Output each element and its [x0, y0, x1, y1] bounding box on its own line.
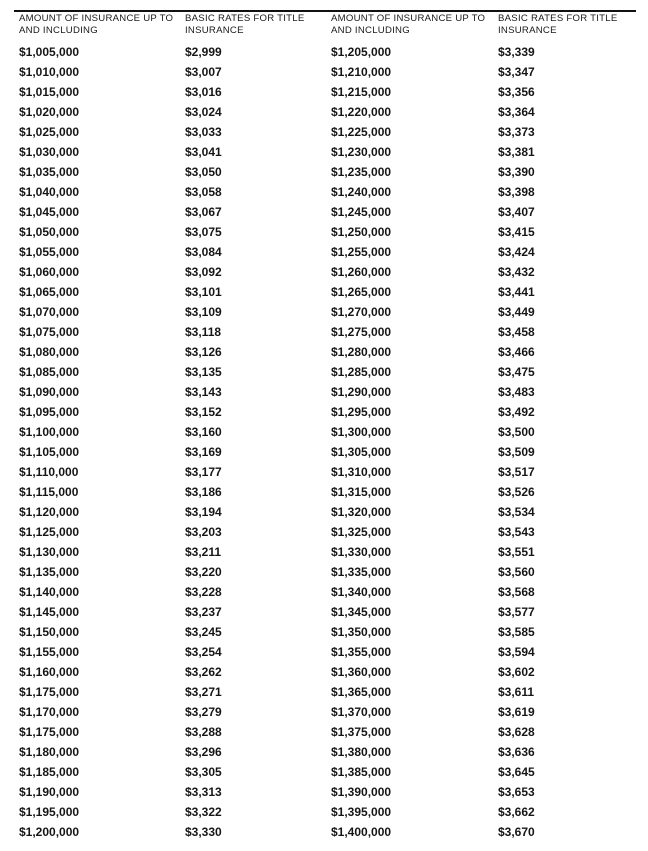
- amount-cell: $1,200,000: [19, 825, 80, 839]
- table-row: [14, 262, 636, 282]
- rate-cell: $3,041: [185, 145, 222, 159]
- table-row: [14, 282, 636, 302]
- rate-cell: $3,347: [498, 65, 535, 79]
- rate-cell: $3,109: [185, 305, 222, 319]
- amount-cell: $1,230,000: [331, 145, 392, 159]
- rate-cell: $3,143: [185, 385, 222, 399]
- amount-cell: $1,195,000: [19, 805, 80, 819]
- amount-cell: $1,340,000: [331, 585, 392, 599]
- amount-cell: $1,115,000: [19, 485, 79, 499]
- rate-cell: $3,577: [498, 605, 535, 619]
- rate-cell: $3,483: [498, 385, 535, 399]
- amount-cell: $1,275,000: [331, 325, 392, 339]
- amount-cell: $1,150,000: [19, 625, 80, 639]
- rate-cell: $3,254: [185, 645, 222, 659]
- amount-cell: $1,140,000: [19, 585, 80, 599]
- table-row: [14, 782, 636, 802]
- rate-cell: $3,611: [498, 685, 535, 699]
- amount-cell: $1,370,000: [331, 705, 392, 719]
- rate-cell: $3,228: [185, 585, 222, 599]
- amount-cell: $1,145,000: [19, 605, 80, 619]
- amount-cell: $1,060,000: [19, 265, 80, 279]
- rate-cell: $3,373: [498, 125, 535, 139]
- table-row: [14, 362, 636, 382]
- rate-cell: $3,543: [498, 525, 535, 539]
- table-row: [14, 702, 636, 722]
- amount-cell: $1,040,000: [19, 185, 80, 199]
- table-row: [14, 182, 636, 202]
- rate-cell: $3,033: [185, 125, 222, 139]
- amount-cell: $1,110,000: [19, 465, 79, 479]
- rate-cell: $3,296: [185, 745, 222, 759]
- rate-cell: $3,415: [498, 225, 535, 239]
- rate-cell: $3,636: [498, 745, 535, 759]
- amount-cell: $1,235,000: [331, 165, 392, 179]
- rate-cell: $3,084: [185, 245, 222, 259]
- table-row: [14, 582, 636, 602]
- amount-cell: $1,050,000: [19, 225, 80, 239]
- amount-cell: $1,120,000: [19, 505, 80, 519]
- amount-cell: $1,380,000: [331, 745, 392, 759]
- header-rate-col-2: BASIC RATES FOR TITLE INSURANCE: [498, 13, 618, 36]
- amount-cell: $1,005,000: [19, 45, 80, 59]
- rate-cell: $3,016: [185, 85, 222, 99]
- rate-cell: $3,160: [185, 425, 222, 439]
- rate-cell: $3,585: [498, 625, 535, 639]
- amount-cell: $1,255,000: [331, 245, 392, 259]
- amount-cell: $1,270,000: [331, 305, 392, 319]
- table-row: [14, 682, 636, 702]
- rate-cell: $3,339: [498, 45, 535, 59]
- amount-cell: $1,095,000: [19, 405, 80, 419]
- amount-cell: $1,330,000: [331, 545, 392, 559]
- table-row: [14, 222, 636, 242]
- amount-cell: $1,315,000: [331, 485, 392, 499]
- rate-cell: $3,534: [498, 505, 535, 519]
- rate-cell: $3,364: [498, 105, 535, 119]
- rate-cell: $3,024: [185, 105, 222, 119]
- rate-cell: $3,466: [498, 345, 535, 359]
- amount-cell: $1,020,000: [19, 105, 80, 119]
- amount-cell: $1,135,000: [19, 565, 80, 579]
- amount-cell: $1,205,000: [331, 45, 392, 59]
- amount-cell: $1,170,000: [19, 705, 80, 719]
- amount-cell: $1,160,000: [19, 665, 80, 679]
- table-row: [14, 422, 636, 442]
- table-row: [14, 202, 636, 222]
- rate-cell: $3,356: [498, 85, 535, 99]
- table-row: [14, 802, 636, 822]
- rate-cell: $3,194: [185, 505, 222, 519]
- amount-cell: $1,385,000: [331, 765, 392, 779]
- rate-cell: $3,492: [498, 405, 535, 419]
- table-row: [14, 742, 636, 762]
- table-row: [14, 162, 636, 182]
- amount-cell: $1,290,000: [331, 385, 392, 399]
- rate-cell: $3,407: [498, 205, 535, 219]
- amount-cell: $1,320,000: [331, 505, 392, 519]
- rate-cell: $3,050: [185, 165, 222, 179]
- rate-cell: $3,475: [498, 365, 535, 379]
- rate-cell: $3,526: [498, 485, 535, 499]
- amount-cell: $1,280,000: [331, 345, 392, 359]
- rate-cell: $3,271: [185, 685, 222, 699]
- amount-cell: $1,180,000: [19, 745, 80, 759]
- rate-cell: $3,169: [185, 445, 222, 459]
- table-row: [14, 342, 636, 362]
- amount-cell: $1,240,000: [331, 185, 392, 199]
- table-row: [14, 722, 636, 742]
- rate-cell: $3,058: [185, 185, 222, 199]
- amount-cell: $1,025,000: [19, 125, 80, 139]
- rate-cell: $3,645: [498, 765, 535, 779]
- amount-cell: $1,250,000: [331, 225, 392, 239]
- rate-cell: $3,203: [185, 525, 222, 539]
- rate-cell: $3,288: [185, 725, 222, 739]
- amount-cell: $1,100,000: [19, 425, 80, 439]
- table-row: [14, 502, 636, 522]
- rate-cell: $3,007: [185, 65, 222, 79]
- rate-cell: $3,177: [185, 465, 222, 479]
- amount-cell: $1,105,000: [19, 445, 80, 459]
- table-row: [14, 142, 636, 162]
- rate-cell: $3,424: [498, 245, 535, 259]
- rate-cell: $3,381: [498, 145, 535, 159]
- rate-cell: $3,313: [185, 785, 222, 799]
- amount-cell: $1,285,000: [331, 365, 392, 379]
- rate-cell: $3,517: [498, 465, 535, 479]
- rate-cell: $3,211: [185, 545, 222, 559]
- rate-cell: $3,619: [498, 705, 535, 719]
- amount-cell: $1,030,000: [19, 145, 80, 159]
- top-rule: [14, 10, 636, 12]
- rate-cell: $2,999: [185, 45, 222, 59]
- amount-cell: $1,175,000: [19, 685, 80, 699]
- table-row: [14, 622, 636, 642]
- rate-cell: $3,551: [498, 545, 535, 559]
- rate-cell: $3,568: [498, 585, 535, 599]
- table-row: [14, 462, 636, 482]
- amount-cell: $1,245,000: [331, 205, 392, 219]
- table-row: [14, 482, 636, 502]
- rate-cell: $3,101: [185, 285, 222, 299]
- header-rate-col-1: BASIC RATES FOR TITLE INSURANCE: [185, 13, 305, 36]
- table-row: [14, 322, 636, 342]
- amount-cell: $1,185,000: [19, 765, 80, 779]
- rate-cell: $3,390: [498, 165, 535, 179]
- table-body: [14, 42, 636, 842]
- amount-cell: $1,265,000: [331, 285, 392, 299]
- amount-cell: $1,090,000: [19, 385, 80, 399]
- table-row: [14, 822, 636, 842]
- amount-cell: $1,325,000: [331, 525, 392, 539]
- amount-cell: $1,065,000: [19, 285, 80, 299]
- table-row: [14, 102, 636, 122]
- table-row: [14, 302, 636, 322]
- table-row: [14, 122, 636, 142]
- table-row: [14, 662, 636, 682]
- table-row: [14, 602, 636, 622]
- rate-cell: $3,152: [185, 405, 222, 419]
- rate-cell: $3,628: [498, 725, 535, 739]
- rate-cell: $3,560: [498, 565, 535, 579]
- amount-cell: $1,075,000: [19, 325, 80, 339]
- rate-cell: $3,237: [185, 605, 222, 619]
- amount-cell: $1,055,000: [19, 245, 80, 259]
- amount-cell: $1,400,000: [331, 825, 392, 839]
- rate-cell: $3,322: [185, 805, 222, 819]
- rate-cell: $3,458: [498, 325, 535, 339]
- table-row: [14, 402, 636, 422]
- rate-cell: $3,662: [498, 805, 535, 819]
- table-row: [14, 522, 636, 542]
- amount-cell: $1,125,000: [19, 525, 80, 539]
- rate-cell: $3,245: [185, 625, 222, 639]
- amount-cell: $1,345,000: [331, 605, 392, 619]
- table-row: [14, 762, 636, 782]
- rate-cell: $3,594: [498, 645, 535, 659]
- amount-cell: $1,130,000: [19, 545, 80, 559]
- rate-cell: $3,186: [185, 485, 222, 499]
- table-row: [14, 542, 636, 562]
- rate-cell: $3,449: [498, 305, 535, 319]
- rate-cell: $3,092: [185, 265, 222, 279]
- table-row: [14, 62, 636, 82]
- amount-cell: $1,305,000: [331, 445, 392, 459]
- amount-cell: $1,085,000: [19, 365, 80, 379]
- amount-cell: $1,355,000: [331, 645, 392, 659]
- rate-cell: $3,330: [185, 825, 222, 839]
- amount-cell: $1,155,000: [19, 645, 80, 659]
- table-header: [14, 13, 636, 41]
- amount-cell: $1,300,000: [331, 425, 392, 439]
- table-row: [14, 242, 636, 262]
- amount-cell: $1,375,000: [331, 725, 392, 739]
- rate-cell: $3,602: [498, 665, 535, 679]
- rate-cell: $3,279: [185, 705, 222, 719]
- amount-cell: $1,190,000: [19, 785, 80, 799]
- amount-cell: $1,080,000: [19, 345, 80, 359]
- amount-cell: $1,220,000: [331, 105, 392, 119]
- rate-cell: $3,220: [185, 565, 222, 579]
- rate-cell: $3,262: [185, 665, 222, 679]
- header-amount-col-1: AMOUNT OF INSURANCE UP TO AND INCLUDING: [19, 13, 174, 36]
- rate-cell: $3,118: [185, 325, 222, 339]
- amount-cell: $1,295,000: [331, 405, 392, 419]
- rate-cell: $3,075: [185, 225, 222, 239]
- amount-cell: $1,210,000: [331, 65, 392, 79]
- amount-cell: $1,015,000: [19, 85, 80, 99]
- header-amount-col-2: AMOUNT OF INSURANCE UP TO AND INCLUDING: [331, 13, 486, 36]
- rate-cell: $3,067: [185, 205, 222, 219]
- table-row: [14, 382, 636, 402]
- rate-cell: $3,126: [185, 345, 222, 359]
- table-row: [14, 82, 636, 102]
- rate-cell: $3,670: [498, 825, 535, 839]
- table-row: [14, 562, 636, 582]
- amount-cell: $1,225,000: [331, 125, 392, 139]
- rate-cell: $3,432: [498, 265, 535, 279]
- amount-cell: $1,260,000: [331, 265, 392, 279]
- amount-cell: $1,175,000: [19, 725, 80, 739]
- amount-cell: $1,335,000: [331, 565, 392, 579]
- rate-cell: $3,441: [498, 285, 535, 299]
- rate-cell: $3,653: [498, 785, 535, 799]
- amount-cell: $1,365,000: [331, 685, 392, 699]
- rate-cell: $3,135: [185, 365, 222, 379]
- amount-cell: $1,070,000: [19, 305, 80, 319]
- table-row: [14, 442, 636, 462]
- table-row: [14, 642, 636, 662]
- rate-cell: $3,500: [498, 425, 535, 439]
- amount-cell: $1,395,000: [331, 805, 392, 819]
- rate-cell: $3,305: [185, 765, 222, 779]
- rate-cell: $3,398: [498, 185, 535, 199]
- amount-cell: $1,010,000: [19, 65, 80, 79]
- amount-cell: $1,350,000: [331, 625, 392, 639]
- table-row: [14, 42, 636, 62]
- amount-cell: $1,215,000: [331, 85, 392, 99]
- rate-cell: $3,509: [498, 445, 535, 459]
- amount-cell: $1,310,000: [331, 465, 392, 479]
- amount-cell: $1,045,000: [19, 205, 80, 219]
- amount-cell: $1,360,000: [331, 665, 392, 679]
- amount-cell: $1,035,000: [19, 165, 80, 179]
- amount-cell: $1,390,000: [331, 785, 392, 799]
